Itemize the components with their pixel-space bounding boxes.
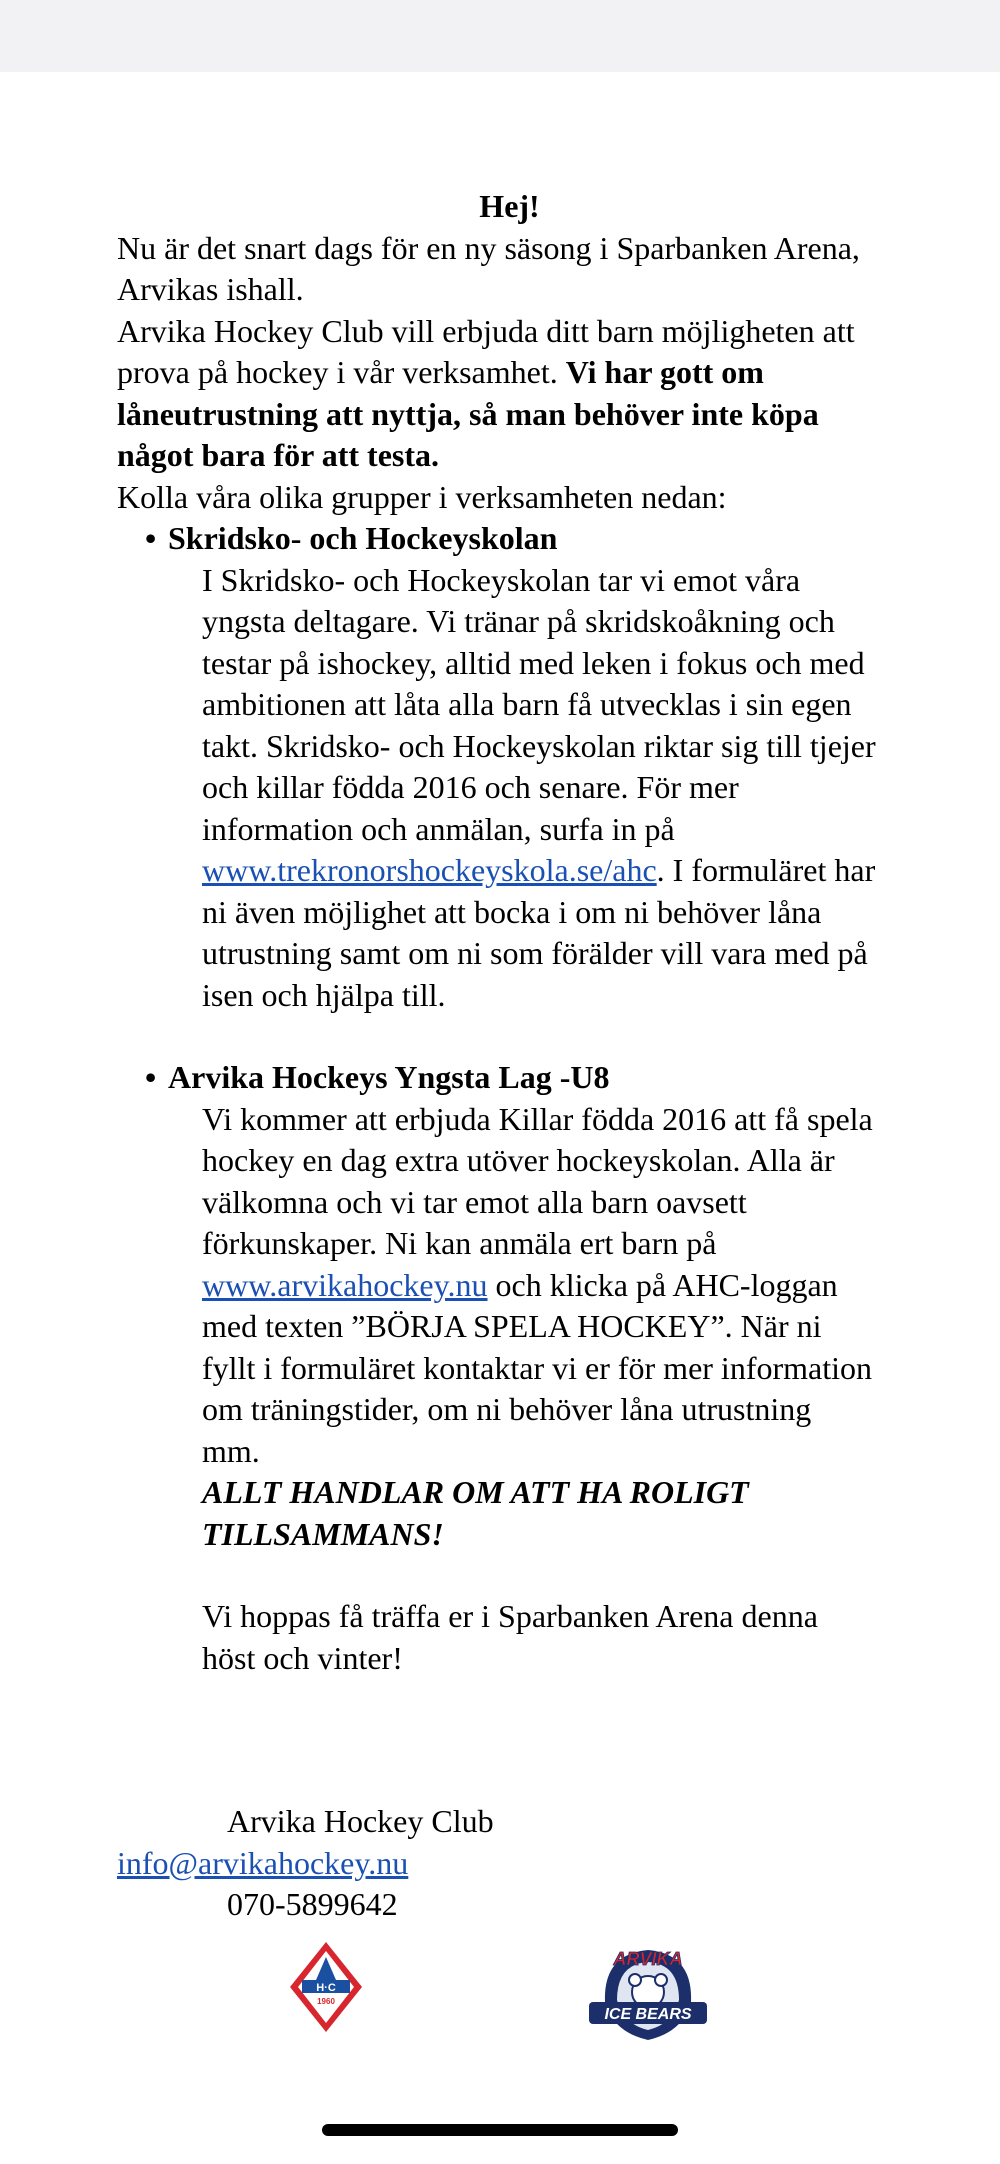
- intro-paragraph: [117, 228, 877, 519]
- ice-bears-logo-bottom: ICE BEARS: [604, 2005, 692, 2023]
- bullet: •: [145, 1059, 157, 1095]
- top-bar: [0, 0, 1000, 72]
- section-title: Skridsko- och Hockeyskolan: [168, 520, 558, 556]
- bullet: •: [145, 520, 157, 556]
- club-name: Arvika Hockey Club: [227, 1803, 494, 1839]
- greeting-heading: Hej!: [479, 188, 540, 224]
- section-body: [145, 560, 877, 1017]
- ahc-logo-year: 1960: [317, 1996, 335, 2006]
- section-hockeyskolan: [145, 518, 877, 1016]
- section-title: Arvika Hockeys Yngsta Lag -U8: [168, 1059, 610, 1095]
- signature-block: [117, 1801, 877, 1926]
- intro-line-3: Kolla våra olika grupper i verksamheten nedan:: [117, 478, 727, 515]
- trekronor-link[interactable]: www.trekronorshockeyskola.se/ahc: [202, 852, 657, 888]
- intro-line-2: Arvika Hockey Club vill erbjuda ditt barn möjligheten att prova på hockey i vår verksamhet.: [117, 312, 855, 390]
- section-text: Vi kommer att erbjuda Killar födda 2016 att få spela hockey en dag extra utöver hockeyskolan. Alla är välkomna och vi tar emot alla barn oavsett förkunskaper. Ni kan anmäla ert barn på: [202, 1100, 873, 1261]
- closing-text: Vi hoppas få träffa er i Sparbanken Arena denna höst och vinter!: [202, 1598, 818, 1676]
- section-text-after-link: och klicka på AHC-loggan med texten ”BÖRJA SPELA HOCKEY”. När ni fyllt i formuläret kontaktar vi er för mer information om träningstider, om ni behöver låna utrustning mm.: [202, 1266, 872, 1469]
- ahc-logo-letters: H·C: [316, 1981, 336, 1994]
- section-body: [145, 1099, 877, 1680]
- ice-bears-logo-top: ARVIKA: [613, 1948, 683, 1969]
- section-u8: [145, 1057, 877, 1679]
- home-indicator[interactable]: [322, 2124, 678, 2136]
- slogan: ALLT HANDLAR OM ATT HA ROLIGT TILLSAMMANS!: [202, 1474, 749, 1552]
- section-text-after-link: . I formuläret har ni även möjlighet att bocka i om ni behöver låna utrustning samt om ni som förälder vill vara med på isen och hjälpa till.: [202, 852, 876, 1013]
- intro-line-1: Nu är det snart dags för en ny säsong i Sparbanken Arena, Arvikas ishall.: [117, 229, 860, 307]
- ice-bears-logo: [583, 1940, 713, 2055]
- ahc-logo: [288, 1940, 364, 2045]
- phone-number: 070-5899642: [227, 1886, 398, 1922]
- arvikahockey-link[interactable]: www.arvikahockey.nu: [202, 1266, 488, 1303]
- intro-bold-note: Vi har gott om låneutrustning att nyttja, så man behöver inte köpa något bara för att testa.: [117, 354, 819, 473]
- document-body: [117, 186, 877, 2050]
- email-link[interactable]: info@arvikahockey.nu: [117, 1844, 409, 1881]
- logo-row: [117, 1940, 877, 2050]
- section-text: I Skridsko- och Hockeyskolan tar vi emot våra yngsta deltagare. Vi tränar på skridskoåkning och testar på ishockey, alltid med leken i fokus och med ambitionen att låta alla barn få utvecklas i sin egen takt. Skridsko- och Hockeyskolan riktar sig till tjejer och killar födda 2016 och senare. För mer information och anmälan, surfa in på: [202, 561, 876, 847]
